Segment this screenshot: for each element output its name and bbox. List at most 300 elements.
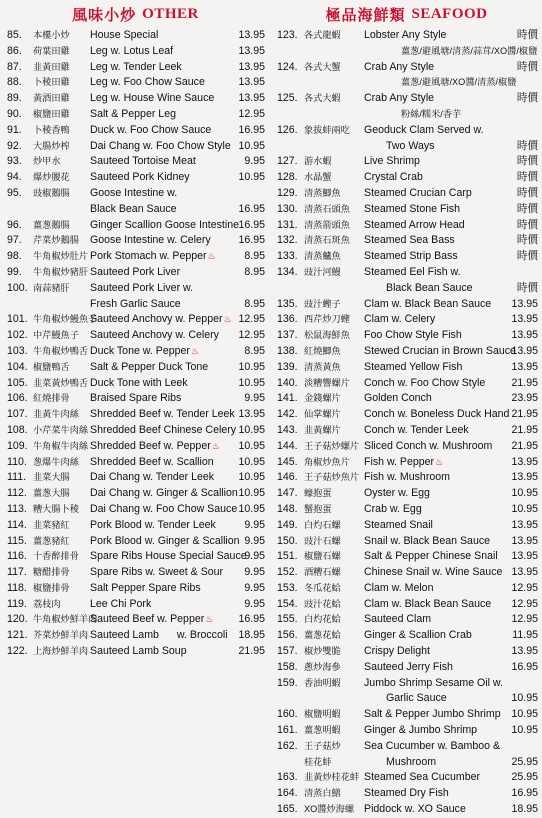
item-name-text: Shredded Beef w. Pepper bbox=[90, 439, 211, 452]
item-chinese-name: 游水蝦 bbox=[304, 156, 332, 167]
item-price: 13.95 bbox=[511, 329, 538, 342]
item-price: 16.95 bbox=[238, 218, 265, 231]
item-chinese-name: 清蒸鯽魚 bbox=[304, 187, 341, 198]
menu-item bbox=[271, 597, 542, 613]
item-price: 時價 bbox=[516, 29, 538, 41]
item-english-name bbox=[90, 154, 196, 170]
menu-item bbox=[0, 107, 271, 123]
item-number: 140. bbox=[277, 376, 298, 389]
menu-item bbox=[271, 391, 542, 407]
menu-item bbox=[0, 534, 271, 550]
item-number: 108. bbox=[7, 423, 28, 436]
item-name-text: Goose Intestine w. bbox=[90, 186, 178, 199]
item-number: 134. bbox=[277, 265, 298, 278]
item-number: 116. bbox=[7, 550, 27, 563]
item-chinese-name: 豉汁蟶子 bbox=[304, 298, 341, 309]
item-english-name bbox=[364, 770, 480, 786]
item-chinese-name: 牛角椒炒鮮羊肉 bbox=[33, 614, 98, 625]
seafood-header bbox=[271, 0, 542, 28]
item-number: 106. bbox=[7, 392, 28, 405]
seafood-column bbox=[271, 0, 542, 816]
item-chinese-name: 豉汁河鰻 bbox=[304, 266, 341, 277]
item-number: 111. bbox=[7, 471, 27, 484]
item-price: 13.95 bbox=[511, 297, 538, 310]
item-name-text: Sauteed Pork Liver bbox=[90, 265, 181, 278]
seafood-items-list bbox=[271, 28, 542, 818]
item-style-options bbox=[271, 107, 542, 123]
item-name-text: Steamed Stone Fish bbox=[364, 202, 460, 215]
item-chinese-name: 清蒸石頭魚 bbox=[304, 203, 350, 214]
item-chinese-name: 白灼花蛤 bbox=[304, 614, 341, 625]
item-name-text: Conch w. Foo Chow Style bbox=[364, 376, 486, 389]
item-chinese-name: 南蒜豬肝 bbox=[33, 282, 70, 293]
hot-pepper-icon: ♨ bbox=[205, 614, 214, 625]
item-price: 9.95 bbox=[244, 392, 265, 405]
menu-item-continuation bbox=[271, 755, 542, 771]
menu-item bbox=[271, 376, 542, 392]
item-chinese-name: XO醬炒海螺 bbox=[304, 804, 355, 815]
other-items-list bbox=[0, 28, 271, 660]
item-english-name bbox=[364, 518, 433, 534]
item-number: 155. bbox=[277, 613, 298, 626]
item-price: 8.95 bbox=[244, 250, 265, 263]
item-number: 133. bbox=[277, 250, 298, 263]
menu-item bbox=[271, 739, 542, 755]
menu-item bbox=[271, 249, 542, 265]
item-price: 16.95 bbox=[511, 787, 538, 800]
menu-item bbox=[0, 518, 271, 534]
seafood-header-cn: 極品海鮮類 bbox=[325, 7, 406, 24]
item-number: 87. bbox=[7, 60, 22, 73]
item-price: 時價 bbox=[516, 186, 538, 199]
item-number: 154. bbox=[277, 597, 298, 610]
item-english-name bbox=[90, 281, 193, 297]
menu-item bbox=[271, 455, 542, 471]
item-price: 10.95 bbox=[238, 471, 265, 484]
menu-item bbox=[0, 628, 271, 644]
item-name-text: Foo Chow Style Fish bbox=[364, 329, 462, 342]
item-chinese-name: 酒糟石螺 bbox=[304, 567, 341, 578]
menu-item bbox=[0, 597, 271, 613]
item-name-text: Goose Intestine w. Celery bbox=[90, 234, 211, 247]
item-price: 時價 bbox=[516, 155, 538, 168]
item-number: 135. bbox=[277, 297, 298, 310]
item-english-name bbox=[90, 249, 216, 265]
item-price: 時價 bbox=[516, 60, 538, 73]
item-number: 129. bbox=[277, 186, 298, 199]
item-chinese-name: 牛角椒炒肚片 bbox=[33, 251, 89, 262]
menu-item bbox=[0, 281, 271, 297]
item-name-text: Steamed Crucian Carp bbox=[364, 186, 472, 199]
item-number: 128. bbox=[277, 171, 298, 184]
item-name-text: House Special bbox=[90, 29, 159, 41]
item-chinese-name: 清蒸鱸魚 bbox=[304, 251, 341, 262]
item-number: 159. bbox=[277, 676, 298, 689]
item-name-cont: Black Bean Sauce bbox=[90, 202, 177, 215]
item-price: 13.95 bbox=[238, 92, 265, 105]
item-name-text: Sauteed Lamb bbox=[90, 629, 159, 642]
menu-item bbox=[271, 628, 542, 644]
item-english-name bbox=[90, 486, 238, 502]
item-english-name bbox=[364, 423, 469, 439]
item-number: 160. bbox=[277, 708, 298, 721]
item-english-name bbox=[364, 723, 477, 739]
item-chinese-name: 蠔抱蛋 bbox=[304, 488, 332, 499]
item-price: 16.95 bbox=[238, 123, 265, 136]
item-chinese-name: 清蒸黃魚 bbox=[304, 361, 341, 372]
item-price: 12.95 bbox=[238, 107, 265, 120]
item-number: 103. bbox=[7, 344, 28, 357]
item-chinese-name: 白灼石螺 bbox=[304, 519, 341, 530]
item-english-name bbox=[364, 265, 461, 281]
item-price: 13.95 bbox=[511, 471, 538, 484]
item-english-name bbox=[90, 597, 151, 613]
item-chinese-name: 薑葱花蛤 bbox=[304, 630, 341, 641]
item-english-name bbox=[364, 376, 485, 392]
item-name-text: Duck w. Foo Chow Sauce bbox=[90, 123, 212, 136]
menu-item bbox=[271, 502, 542, 518]
item-number: 161. bbox=[277, 724, 298, 737]
hot-pepper-icon: ♨ bbox=[190, 345, 199, 356]
item-name-text: Shredded Beef Chinese Celery bbox=[90, 423, 237, 436]
menu-item bbox=[0, 312, 271, 328]
item-name-text: Jumbo Shrimp Sesame Oil w. bbox=[364, 676, 503, 689]
item-chinese-name: 各式大蝦 bbox=[304, 93, 341, 104]
menu-item bbox=[0, 186, 271, 202]
item-chinese-name: 紅燒鯽魚 bbox=[304, 345, 341, 356]
item-english-name bbox=[364, 486, 430, 502]
item-english-name bbox=[364, 565, 502, 581]
item-price: 18.95 bbox=[238, 629, 265, 642]
item-number: 115. bbox=[7, 534, 27, 547]
menu-item bbox=[271, 676, 542, 692]
item-price: 時價 bbox=[516, 218, 538, 231]
item-number: 91. bbox=[7, 123, 22, 136]
item-name-text: Steamed Snail bbox=[364, 518, 433, 531]
item-english-name bbox=[364, 802, 466, 818]
item-price: 12.95 bbox=[238, 329, 265, 342]
item-price: 13.95 bbox=[511, 550, 538, 563]
item-price: 11.95 bbox=[512, 629, 538, 642]
item-number: 157. bbox=[277, 645, 298, 658]
menu-item bbox=[271, 534, 542, 550]
menu-item bbox=[271, 328, 542, 344]
menu-item bbox=[0, 91, 271, 107]
item-price: 9.95 bbox=[244, 566, 265, 579]
item-name-cont: Two Ways bbox=[386, 139, 435, 152]
item-price: 16.95 bbox=[238, 234, 265, 247]
item-chinese-name: 金錢螺片 bbox=[304, 393, 341, 404]
menu-item bbox=[0, 344, 271, 360]
item-number: 102. bbox=[7, 329, 28, 342]
item-style-options-text: 粉絲/糯米/香芋 bbox=[401, 108, 462, 119]
item-chinese-name: 韭黃螺片 bbox=[304, 424, 341, 435]
menu-item bbox=[271, 344, 542, 360]
item-chinese-name: 韭黃田雞 bbox=[33, 61, 70, 72]
menu-item bbox=[271, 802, 542, 818]
item-name-text: Sea Cucumber w. Bamboo & bbox=[364, 739, 501, 752]
item-name-text: Sliced Conch w. Mushroom bbox=[364, 439, 493, 452]
item-number: 136. bbox=[277, 313, 298, 326]
item-english-name bbox=[364, 549, 498, 565]
seafood-header-en: SEAFOOD bbox=[411, 5, 488, 22]
item-number: 98. bbox=[7, 250, 22, 263]
item-price: 25.95 bbox=[511, 755, 538, 768]
item-price: 9.95 bbox=[244, 534, 265, 547]
item-chinese-name: 爆炒腰花 bbox=[33, 172, 70, 183]
item-english-name bbox=[364, 28, 446, 44]
item-chinese-name: 香油明蝦 bbox=[304, 677, 341, 688]
item-name-text: Clam w. Black Bean Sauce bbox=[364, 597, 492, 610]
item-english-name bbox=[364, 786, 449, 802]
item-name-text: Leg w. Tender Leek bbox=[90, 60, 182, 73]
item-number: 107. bbox=[7, 408, 28, 421]
item-name-text: Shredded Beef w. Tender Leek bbox=[90, 408, 235, 421]
item-name-text: Clam w. Celery bbox=[364, 313, 436, 326]
menu-item bbox=[0, 328, 271, 344]
menu-item bbox=[271, 581, 542, 597]
menu-item bbox=[0, 60, 271, 76]
item-number: 123. bbox=[277, 29, 298, 41]
item-number: 89. bbox=[7, 92, 22, 105]
item-number: 137. bbox=[277, 329, 298, 342]
other-header bbox=[0, 0, 271, 28]
item-number: 162. bbox=[277, 739, 298, 752]
item-price: 16.95 bbox=[511, 660, 538, 673]
item-number: 119. bbox=[7, 597, 27, 610]
item-number: 158. bbox=[277, 660, 298, 673]
item-english-name bbox=[364, 391, 432, 407]
menu-item bbox=[271, 218, 542, 234]
item-name-text: Salt & Pepper Chinese Snail bbox=[364, 550, 498, 563]
item-number: 88. bbox=[7, 76, 22, 89]
item-english-name bbox=[90, 328, 219, 344]
item-price: 13.95 bbox=[511, 645, 538, 658]
menu-item bbox=[271, 297, 542, 313]
item-name-text: Dai Chang w. Tender Leek bbox=[90, 471, 215, 484]
item-number: 139. bbox=[277, 360, 298, 373]
item-name-text: Leg w. House Wine Sauce bbox=[90, 92, 215, 105]
item-name-text: Spare Ribs w. Sweet & Sour bbox=[90, 566, 224, 579]
item-english-name bbox=[364, 154, 420, 170]
item-price: 13.95 bbox=[511, 534, 538, 547]
menu-item bbox=[271, 470, 542, 486]
item-name-text: Ginger Scallion Goose Intestine bbox=[90, 218, 239, 231]
item-number: 144. bbox=[277, 439, 298, 452]
menu-item bbox=[271, 486, 542, 502]
item-price: 21.95 bbox=[511, 423, 538, 436]
item-english-name bbox=[364, 233, 455, 249]
menu-item bbox=[0, 644, 271, 660]
item-number: 149. bbox=[277, 518, 298, 531]
item-name-text: Conch w. Tender Leek bbox=[364, 423, 469, 436]
item-style-options-text: 薑葱/避風塘/清蒸/蒜茸/XO醬/椒鹽 bbox=[401, 45, 538, 56]
item-english-name bbox=[364, 344, 516, 360]
menu-item-continuation bbox=[271, 281, 542, 297]
item-english-name bbox=[364, 439, 492, 455]
item-english-name bbox=[364, 297, 491, 313]
item-english-name bbox=[90, 628, 228, 644]
item-price: 時價 bbox=[516, 171, 538, 184]
item-english-name bbox=[364, 249, 458, 265]
menu-item bbox=[271, 312, 542, 328]
item-price: 9.95 bbox=[244, 597, 265, 610]
item-name-text: Stewed Crucian in Brown Sauce bbox=[364, 344, 516, 357]
item-english-name bbox=[90, 170, 190, 186]
menu-item bbox=[271, 233, 542, 249]
item-number: 138. bbox=[277, 344, 298, 357]
menu-item bbox=[0, 376, 271, 392]
menu-item bbox=[271, 439, 542, 455]
item-number: 85. bbox=[7, 29, 22, 41]
item-chinese-name: 各式大蟹 bbox=[304, 61, 341, 72]
item-chinese-name: 韭菜豬紅 bbox=[33, 519, 70, 530]
other-header-en: OTHER bbox=[142, 5, 199, 22]
item-chinese-name: 豉椒鵝腸 bbox=[33, 187, 70, 198]
menu-item bbox=[0, 549, 271, 565]
item-chinese-name: 牛角椒炒豬肝 bbox=[33, 266, 89, 277]
item-name-text: Steamed Yellow Fish bbox=[364, 360, 463, 373]
menu-item bbox=[271, 202, 542, 218]
item-chinese-name: 芹菜炒鵝腸 bbox=[33, 235, 79, 246]
item-number: 92. bbox=[7, 139, 22, 152]
item-number: 113. bbox=[7, 502, 27, 515]
menu-item bbox=[271, 612, 542, 628]
item-english-name bbox=[90, 91, 214, 107]
item-english-name bbox=[90, 391, 181, 407]
item-chinese-name-cont: 桂花蚌 bbox=[304, 756, 332, 767]
item-chinese-name: 淡糟響螺片 bbox=[304, 377, 350, 388]
item-name-text: Pork Stomach w. Pepper bbox=[90, 250, 207, 263]
item-price: 13.95 bbox=[511, 518, 538, 531]
item-price: 12.95 bbox=[238, 313, 265, 326]
item-name-text: Dai Chang w. Foo Chow Sauce bbox=[90, 502, 238, 515]
item-price: 8.95 bbox=[244, 297, 265, 310]
menu-item bbox=[0, 612, 271, 628]
hot-pepper-icon: ♨ bbox=[223, 314, 232, 325]
item-name-text: Fish w. Pepper bbox=[364, 455, 435, 468]
menu-item bbox=[0, 470, 271, 486]
item-name-text: Pork Blood w. Ginger & Scallion bbox=[90, 534, 240, 547]
item-name-extra: w. Broccoli bbox=[176, 629, 228, 642]
item-chinese-name: 豉汁花蛤 bbox=[304, 598, 341, 609]
item-price: 21.95 bbox=[511, 439, 538, 452]
item-name-text: Sauteed Anchovy w. Celery bbox=[90, 329, 219, 342]
item-english-name bbox=[90, 233, 211, 249]
menu-item bbox=[0, 360, 271, 376]
item-price: 時價 bbox=[516, 250, 538, 263]
item-price: 時價 bbox=[516, 202, 538, 215]
item-price: 10.95 bbox=[511, 692, 538, 705]
item-price: 12.95 bbox=[511, 613, 538, 626]
item-number: 126. bbox=[277, 123, 298, 136]
menu-item bbox=[0, 502, 271, 518]
item-price: 23.95 bbox=[511, 392, 538, 405]
item-number: 117. bbox=[7, 566, 27, 579]
item-price: 13.95 bbox=[511, 566, 538, 579]
menu-item bbox=[0, 154, 271, 170]
item-english-name bbox=[90, 470, 214, 486]
item-price: 13.95 bbox=[511, 360, 538, 373]
item-name-text: Steamed Sea Bass bbox=[364, 234, 455, 247]
item-chinese-name: 清蒸白鱔 bbox=[304, 788, 341, 799]
item-name-text: Crab Any Style bbox=[364, 92, 435, 105]
item-price: 13.95 bbox=[238, 76, 265, 89]
item-english-name bbox=[364, 739, 500, 755]
item-chinese-name: 小芹菜牛肉絲 bbox=[33, 424, 89, 435]
item-name-text: Crab Any Style bbox=[364, 60, 435, 73]
item-chinese-name: 清蒸石斑魚 bbox=[304, 235, 350, 246]
item-name-text: Crispy Delight bbox=[364, 645, 430, 658]
item-number: 141. bbox=[277, 392, 298, 405]
item-chinese-name: 象拔蚌兩吃 bbox=[304, 124, 350, 135]
item-number: 130. bbox=[277, 202, 298, 215]
item-number: 146. bbox=[277, 471, 298, 484]
item-english-name bbox=[90, 534, 240, 550]
item-number: 96. bbox=[7, 218, 22, 231]
item-chinese-name: 牛角椒炒鰻魚子 bbox=[33, 314, 98, 325]
item-chinese-name: 炒甲水 bbox=[33, 156, 61, 167]
item-name-cont: Mushroom bbox=[386, 755, 437, 768]
item-price: 25.95 bbox=[511, 771, 538, 784]
item-name-text: Sauteed Pork Liver w. bbox=[90, 281, 194, 294]
item-price: 10.95 bbox=[511, 502, 538, 515]
item-name-cont: Black Bean Sauce bbox=[386, 281, 473, 294]
item-english-name bbox=[364, 170, 423, 186]
item-name-text: Salt & Pepper Leg bbox=[90, 107, 176, 120]
item-name-text: Pork Blood w. Tender Leek bbox=[90, 518, 216, 531]
item-name-text: Duck Tone w. Pepper bbox=[90, 344, 190, 357]
item-price: 9.95 bbox=[244, 518, 265, 531]
menu-item bbox=[0, 391, 271, 407]
item-number: 110. bbox=[7, 455, 27, 468]
menu-item bbox=[0, 407, 271, 423]
menu-item bbox=[0, 44, 271, 60]
item-name-text: Ginger & Scallion Crab bbox=[364, 629, 472, 642]
item-price: 13.95 bbox=[511, 455, 538, 468]
item-english-name bbox=[90, 423, 236, 439]
item-number: 150. bbox=[277, 534, 298, 547]
item-chinese-name: 中芹鰻魚子 bbox=[33, 330, 79, 341]
item-price: 10.95 bbox=[238, 139, 265, 152]
item-price: 8.95 bbox=[244, 265, 265, 278]
item-number: 163. bbox=[277, 771, 298, 784]
hot-pepper-icon: ♨ bbox=[211, 440, 220, 451]
item-chinese-name: 糖醋排骨 bbox=[33, 567, 70, 578]
item-english-name bbox=[90, 75, 205, 91]
item-number: 105. bbox=[7, 376, 28, 389]
item-price: 9.95 bbox=[244, 550, 265, 563]
item-name-text: Fish w. Mushroom bbox=[364, 471, 450, 484]
item-name-text: Leg w. Lotus Leaf bbox=[90, 44, 174, 57]
item-chinese-name: 西芹炒刀蟶 bbox=[304, 314, 350, 325]
item-number: 148. bbox=[277, 502, 298, 515]
item-english-name bbox=[90, 407, 235, 423]
menu-item bbox=[271, 518, 542, 534]
item-name-text: Sauteed Pork Kidney bbox=[90, 171, 190, 184]
item-name-cont: Fresh Garlic Sauce bbox=[90, 297, 181, 310]
menu-item bbox=[0, 233, 271, 249]
menu-item bbox=[271, 644, 542, 660]
item-chinese-name: 芥菜炒鮮羊肉 bbox=[33, 630, 89, 641]
item-number: 143. bbox=[277, 423, 298, 436]
item-number: 164. bbox=[277, 787, 298, 800]
item-price: 13.95 bbox=[238, 29, 265, 41]
item-price: 13.95 bbox=[511, 344, 538, 357]
item-chinese-name: 薑葱鵝腸 bbox=[33, 219, 70, 230]
item-chinese-name: 葱爆牛肉絲 bbox=[33, 456, 79, 467]
item-number: 142. bbox=[277, 408, 298, 421]
